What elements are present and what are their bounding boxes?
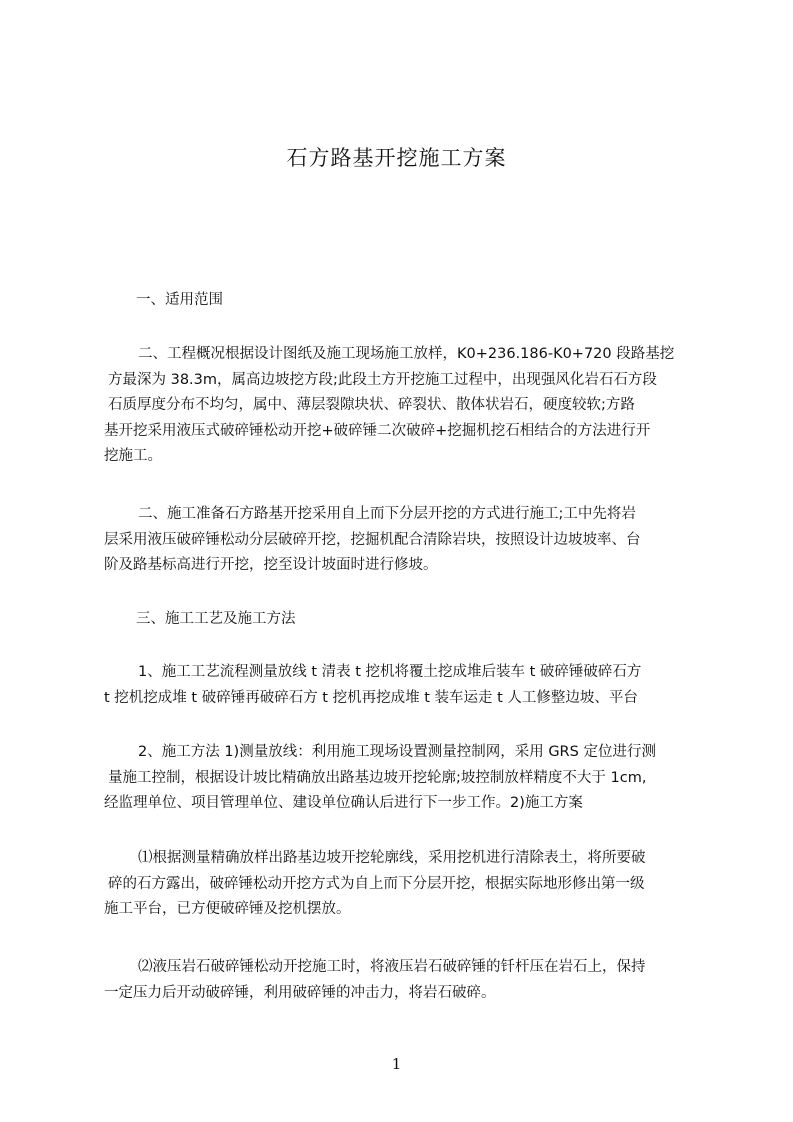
section-heading-methods — [104, 607, 704, 633]
document-title: 石方路基开挖施工方案 — [286, 146, 507, 170]
text-line: 1、施工工艺流程测量放线 t 清表 t 挖机将覆土挖成堆后装车 t 破碎锤破碎石方 — [138, 664, 642, 680]
text-line: 碎的石方露出，破碎锤松动开挖方式为自上而下分层开挖，根据实际地形修出第一级 — [108, 875, 645, 892]
text-line: 挖施工。 — [104, 448, 162, 464]
text-line: 阶及路基标高进行开挖，挖至设计坡面时进行修坡。 — [104, 557, 438, 573]
text-line: 经监理单位、项目管理单位、建设单位确认后进行下一步工作。2)施工方案 — [104, 795, 583, 811]
paragraph-step-1 — [104, 846, 704, 923]
text-line: 2、施工方法 1)测量放线：利用施工现场设置测量控制网，采用 GRS 定位进行测 — [138, 744, 656, 760]
text-line: ⑴根据测量精确放样出路基边坡开挖轮廓线，采用挖机进行清除表土，将所要破 — [138, 850, 646, 866]
paragraph-construction-prep — [104, 502, 704, 579]
paragraph-step-2 — [104, 955, 704, 1006]
text-line: 层采用液压破碎锤松动分层破碎开挖，挖掘机配合清除岩块，按照设计边坡坡率、台 — [104, 531, 641, 548]
text-line: 二、施工准备石方路基开挖采用自上而下分层开挖的方式进行施工;工中先将岩 — [138, 506, 636, 522]
text-line: 三、施工工艺及施工方法 — [136, 611, 296, 627]
page-number: 1 — [391, 1055, 402, 1073]
text-line: ⑵液压岩石破碎锤松动开挖施工时，将液压岩石破碎锤的钎杆压在岩石上，保持 — [138, 959, 646, 975]
text-line: 石质厚度分布不均匀，属中、薄层裂隙块状、碎裂状、散体状岩石，硬度较软;方路 — [108, 397, 635, 413]
text-line: 一定压力后开动破碎锤，利用破碎锤的冲击力，将岩石破碎。 — [104, 984, 496, 1001]
section-heading-scope — [104, 288, 704, 314]
paragraph-construction-method — [104, 740, 704, 817]
paragraph-process-flow — [104, 660, 704, 711]
text-line: 施工平台，已方便破碎锤及挖机摆放。 — [104, 901, 351, 917]
text-line: 基开挖采用液压式破碎锤松动开挖+破碎锤二次破碎+挖掘机挖石相结合的方法进行开 — [104, 422, 651, 439]
paragraph-project-overview — [104, 342, 704, 470]
text-line: 一、适用范围 — [136, 292, 223, 308]
text-line: t 挖机挖成堆 t 破碎锤再破碎石方 t 挖机再挖成堆 t 装车运走 t 人工修整边坡、平台 — [104, 689, 638, 706]
text-line: 量施工控制，根据设计坡比精确放出路基边坡开挖轮廓;坡控制放样精度不大于 1cm, — [108, 769, 647, 786]
text-line: 二、工程概况根据设计图纸及施工现场施工放样，K0+236.186-K0+720 段路基挖 — [138, 346, 675, 362]
text-line: 方最深为 38.3m，属高边坡挖方段;此段土方开挖施工过程中，出现强风化岩石石方段 — [108, 371, 657, 388]
